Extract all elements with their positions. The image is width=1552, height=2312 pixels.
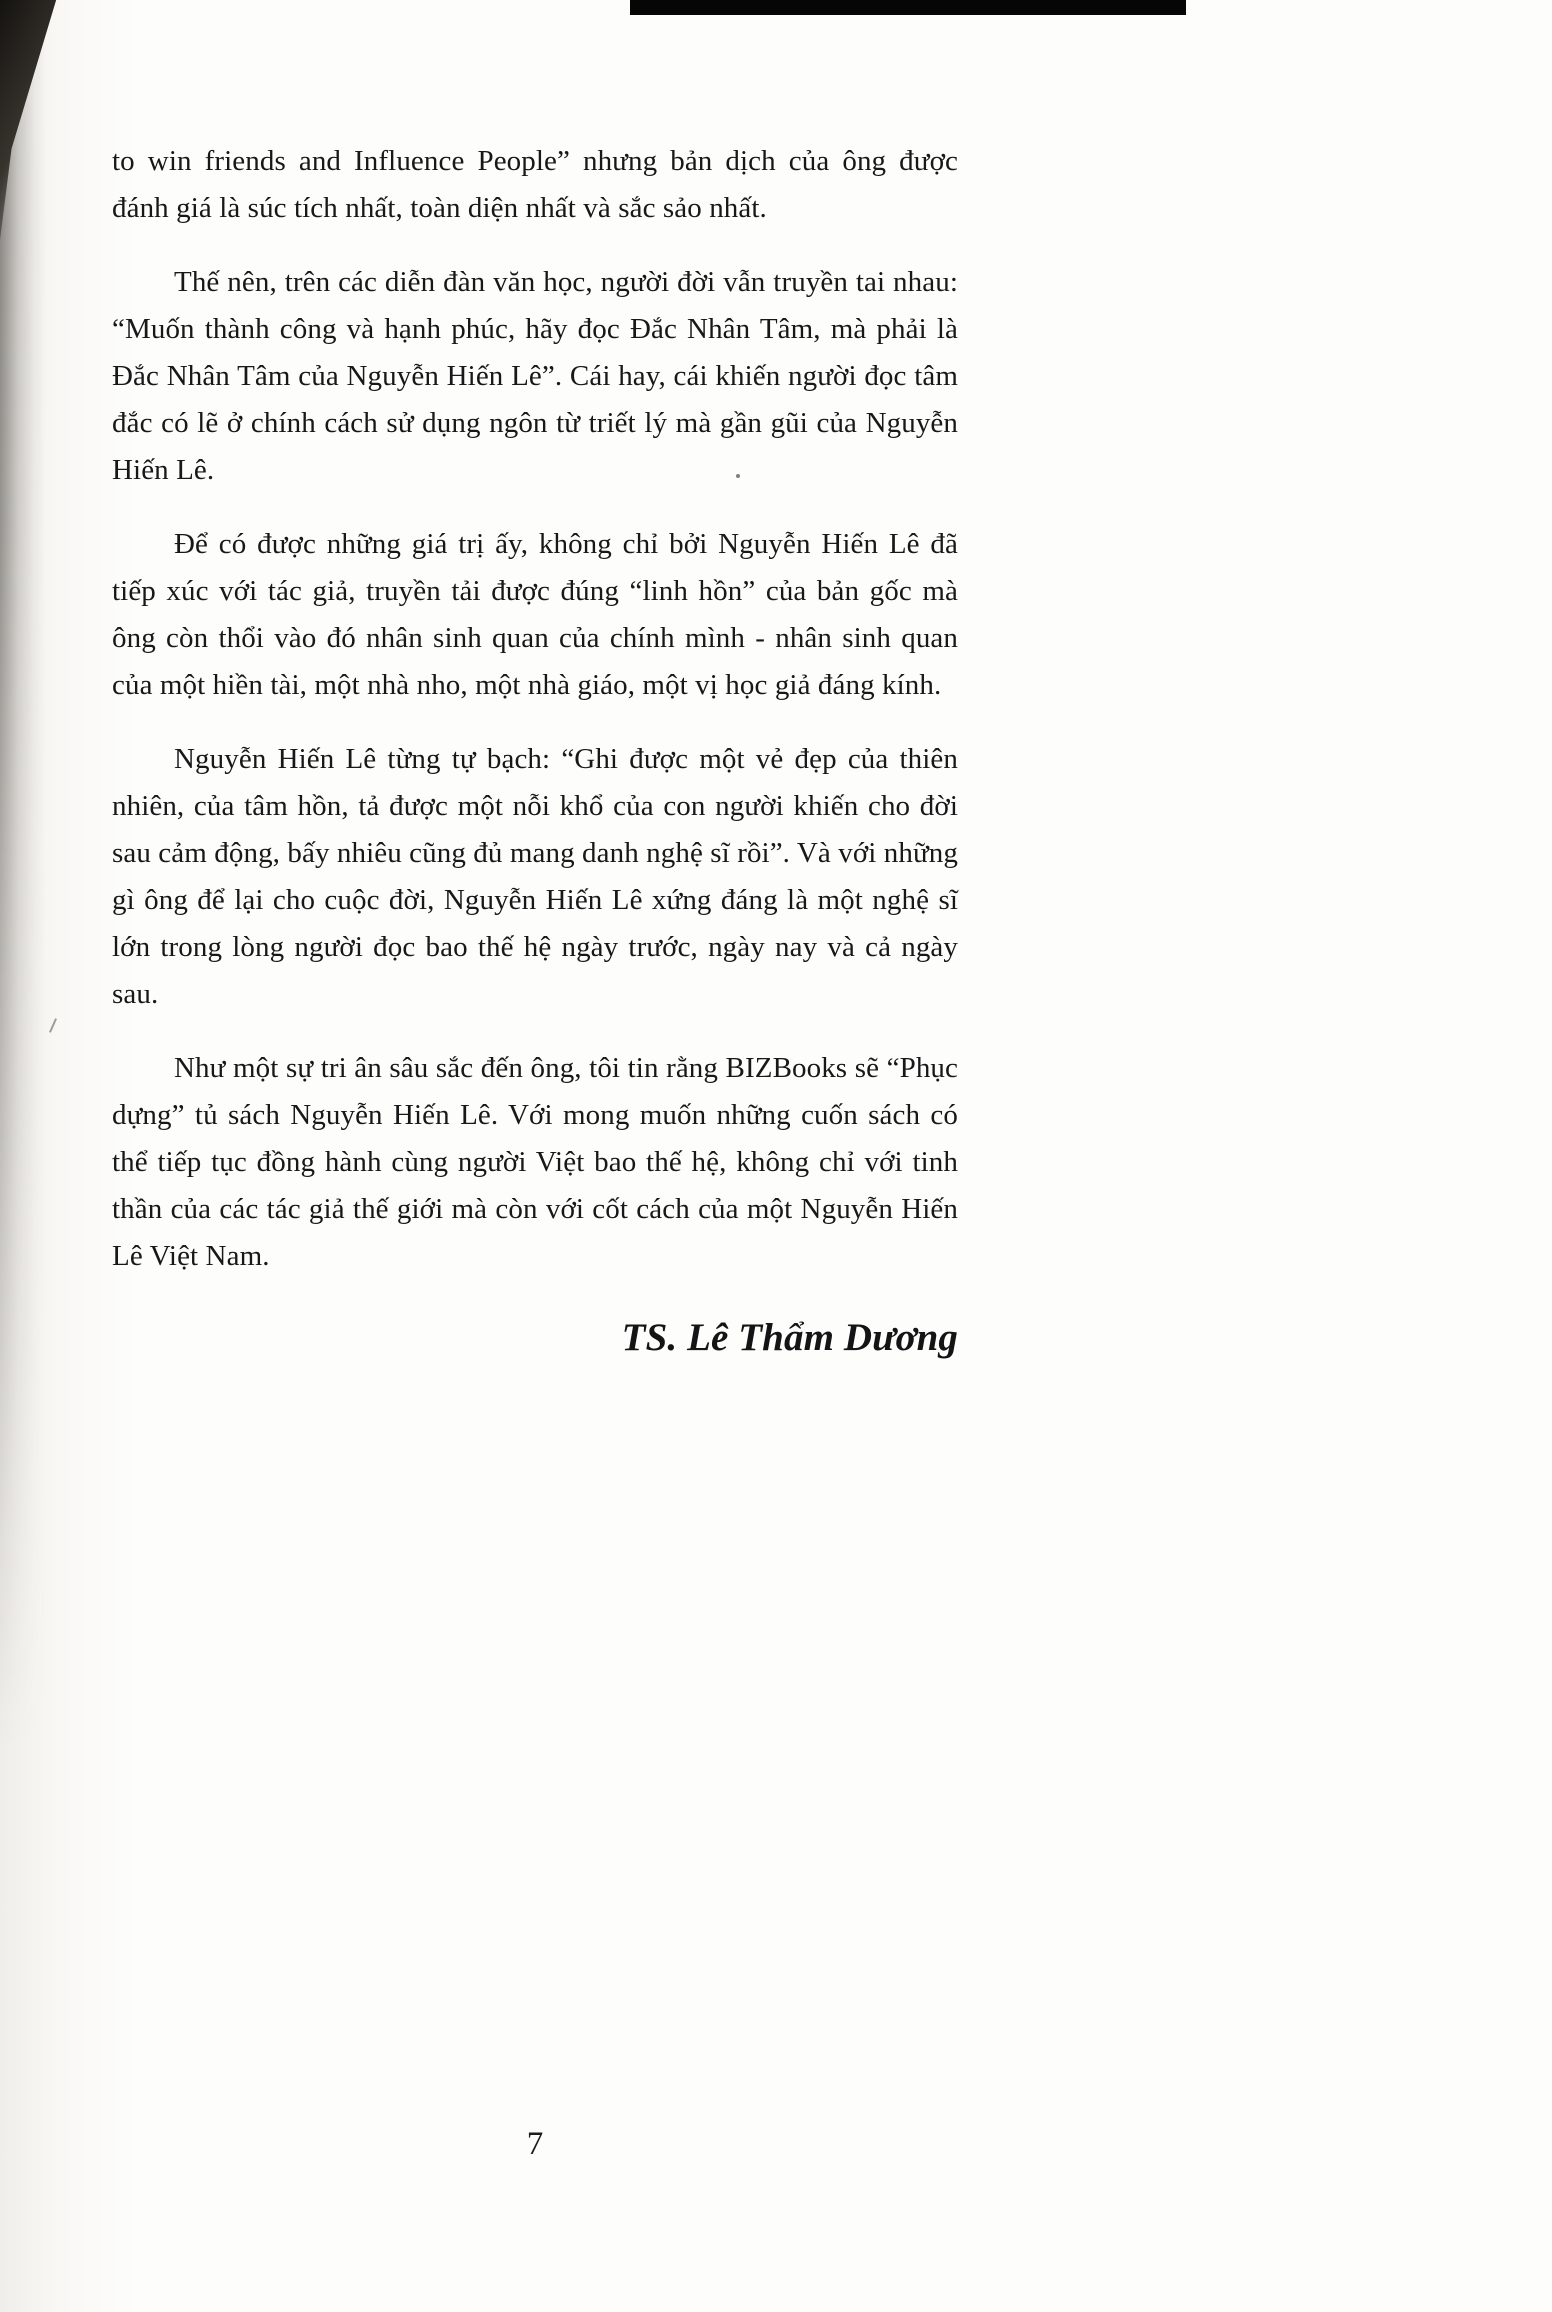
page-edge-shadow — [0, 0, 46, 1750]
scan-speck-slash — [49, 1018, 57, 1033]
paragraph-continuation: to win friends and Influence People” nhưng bản dịch của ông được đánh giá là súc tích nhất, toàn diện nhất và sắc sảo nhất. — [112, 145, 958, 224]
scan-top-black-bar — [630, 0, 1186, 15]
paragraph: Như một sự tri ân sâu sắc đến ông, tôi tin rằng BIZBooks sẽ “Phục dựng” tủ sách Nguyễn Hiến Lê. Với mong muốn những cuốn sách có thể tiếp tục đồng hành cùng người Việt bao thế hệ, không chỉ với tinh thần của các tác giả thế giới mà còn với cốt cách của một Nguyễn Hiến Lê Việt Nam. — [112, 1052, 958, 1272]
page-number: 7 — [526, 2126, 544, 2162]
paragraph: Nguyễn Hiến Lê từng tự bạch: “Ghi được một vẻ đẹp của thiên nhiên, của tâm hồn, tả được một nỗi khổ của con người khiến cho đời sau cảm động, bấy nhiêu cũng đủ mang danh nghệ sĩ rồi”. Và với những gì ông để lại cho cuộc đời, Nguyễn Hiến Lê xứng đáng là một nghệ sĩ lớn trong lòng người đọc bao thế hệ ngày trước, ngày nay và cả ngày sau. — [112, 743, 958, 1010]
author-signature: TS. Lê Thẩm Dương — [621, 1316, 958, 1359]
page-text-block — [112, 138, 958, 1362]
paragraph: Để có được những giá trị ấy, không chỉ bởi Nguyễn Hiến Lê đã tiếp xúc với tác giả, truyền tải được đúng “linh hồn” của bản gốc mà ông còn thổi vào đó nhân sinh quan của chính mình - nhân sinh quan của một hiền tài, một nhà nho, một nhà giáo, một vị học giả đáng kính. — [112, 528, 958, 701]
paragraph: Thế nên, trên các diễn đàn văn học, người đời vẫn truyền tai nhau: “Muốn thành công và hạnh phúc, hãy đọc Đắc Nhân Tâm, mà phải là Đắc Nhân Tâm của Nguyễn Hiến Lê”. Cái hay, cái khiến người đọc tâm đắc có lẽ ở chính cách sử dụng ngôn từ triết lý mà gần gũi của Nguyễn Hiến Lê. — [112, 266, 958, 486]
